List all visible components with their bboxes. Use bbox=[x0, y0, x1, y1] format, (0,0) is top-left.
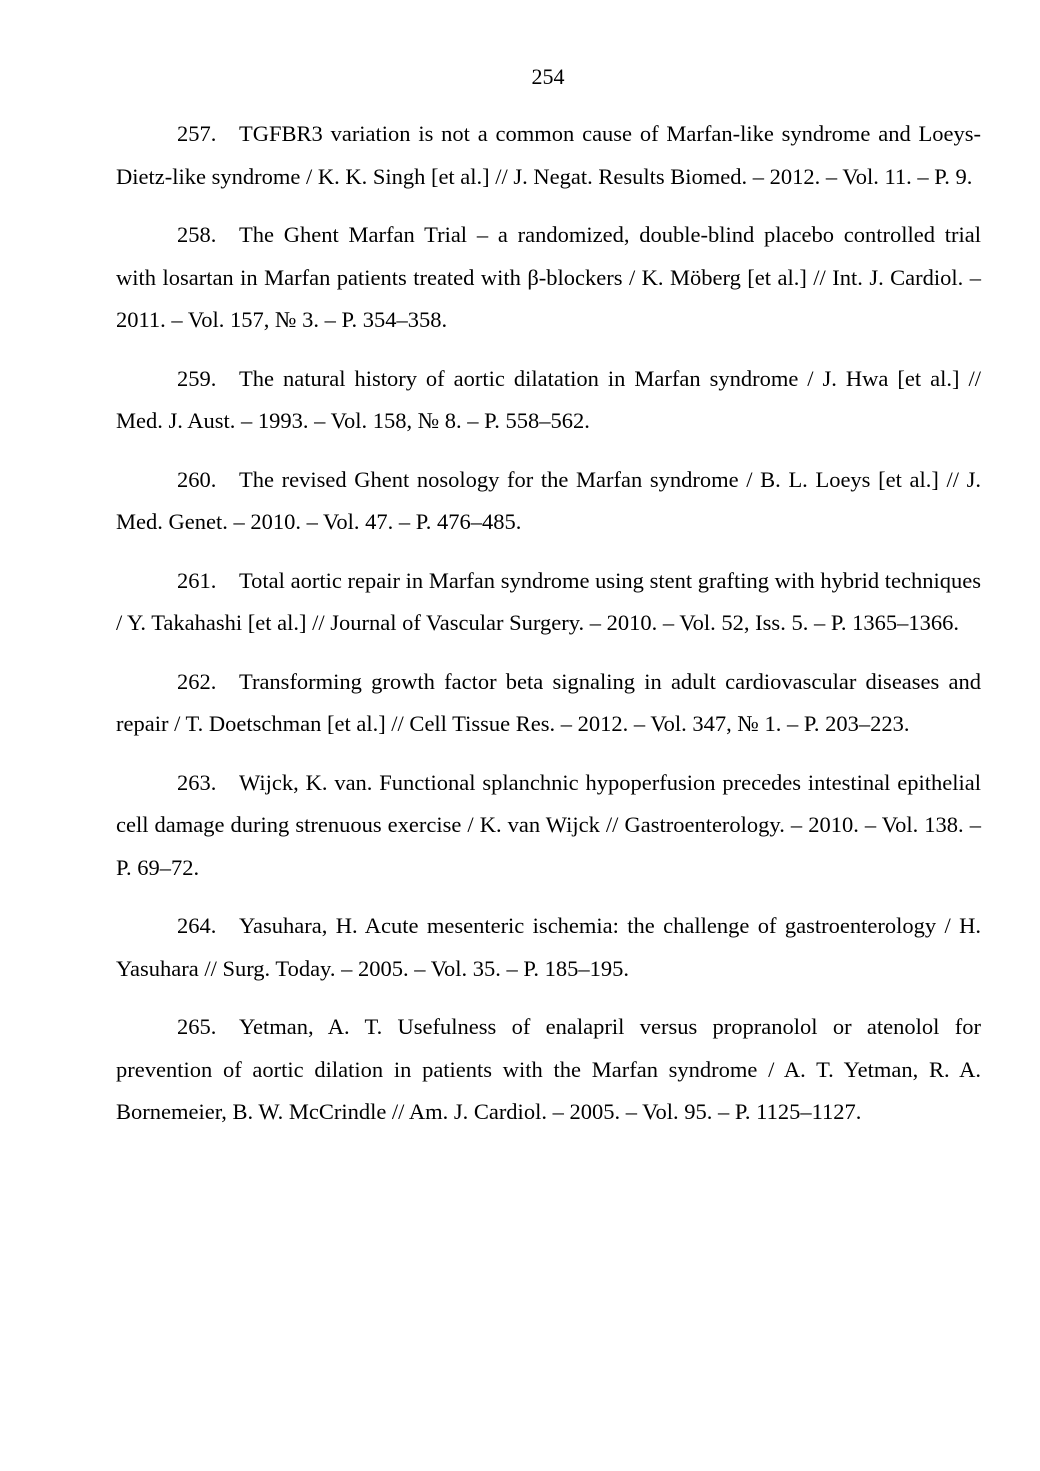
reference-number: 257. bbox=[177, 121, 217, 146]
reference-number: 259. bbox=[177, 365, 217, 391]
reference-list bbox=[116, 113, 981, 1150]
reference-number: 265. bbox=[177, 1014, 217, 1039]
reference-text: The revised Ghent nosology for the Marfan syndrome / B. L. Loeys [et al.] // J. Med. Genet. – 2010. – Vol. 47. – P. 476–485. bbox=[116, 466, 981, 534]
reference-item bbox=[116, 762, 981, 890]
reference-text: Yasuhara, H. Acute mesenteric ischemia: the challenge of gastroenterology / H. Yasuhara // Surg. Today. – 2005. – Vol. 35. – P. 185–195. bbox=[116, 913, 981, 981]
reference-item bbox=[116, 905, 981, 990]
reference-item bbox=[116, 214, 981, 342]
reference-text: The natural history of aortic dilatation in Marfan syndrome / J. Hwa [et al.] // Med. J. Aust. – 1993. – Vol. 158, № 8. – P. 558–562. bbox=[116, 365, 981, 433]
reference-item bbox=[116, 1006, 981, 1134]
reference-item bbox=[116, 459, 981, 544]
reference-item bbox=[116, 560, 981, 645]
reference-number: 261. bbox=[177, 567, 217, 593]
reference-number: 264. bbox=[177, 913, 217, 938]
reference-item bbox=[116, 661, 981, 746]
reference-text: Yetman, A. T. Usefulness of enalapril versus propranolol or atenolol for prevention of aortic dilation in patients with the Marfan syndrome / A. T. Yetman, R. A. Bornemeier, B. W. McCrindle // Am. J. Cardiol. – 2005. – Vol. 95. – P. 1125–1127. bbox=[116, 1014, 981, 1124]
reference-number: 263. bbox=[177, 769, 217, 795]
reference-text: TGFBR3 variation is not a common cause of Marfan-like syndrome and Loeys-Dietz-like syndrome / K. K. Singh [et al.] // J. Negat. Results Biomed. – 2012. – Vol. 11. – P. 9. bbox=[116, 121, 981, 189]
page-number: 254 bbox=[531, 64, 565, 89]
reference-text: Transforming growth factor beta signaling in adult cardiovascular diseases and repair / T. Doetschman [et al.] // Cell Tissue Res. – 2012. – Vol. 347, № 1. – P. 203–223. bbox=[116, 668, 981, 736]
reference-number: 262. bbox=[177, 668, 217, 694]
reference-item bbox=[116, 113, 981, 198]
reference-item bbox=[116, 358, 981, 443]
reference-text: Wijck, K. van. Functional splanchnic hypoperfusion precedes intestinal epithelial cell damage during strenuous exercise / K. van Wijck // Gastroenterology. – 2010. – Vol. 138. – P. 69–72. bbox=[116, 769, 981, 880]
reference-text: Total aortic repair in Marfan syndrome using stent grafting with hybrid techniques / Y. Takahashi [et al.] // Journal of Vascular Surgery. – 2010. – Vol. 52, Iss. 5. – P. 1365–1366. bbox=[116, 567, 981, 635]
reference-number: 260. bbox=[177, 466, 217, 492]
reference-text: The Ghent Marfan Trial – a randomized, double-blind placebo controlled trial with losartan in Marfan patients treated with β-blockers / K. Möberg [et al.] // Int. J. Cardiol. – 2011. – Vol. 157, № 3. – P. 354–358. bbox=[116, 222, 981, 332]
reference-number: 258. bbox=[177, 222, 217, 247]
